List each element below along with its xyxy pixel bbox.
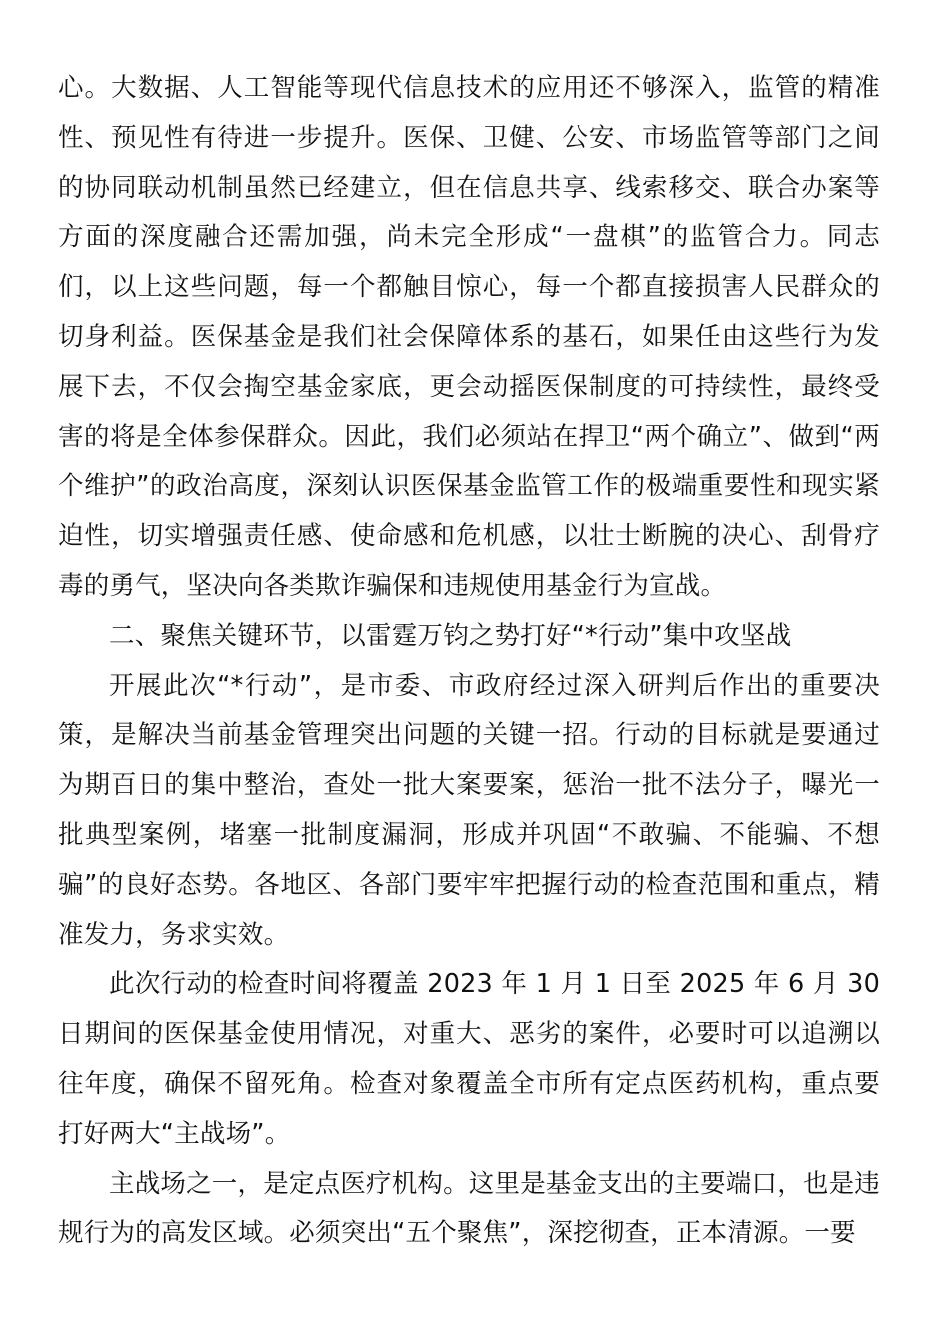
section-heading: 二、聚焦关键环节，以雷霆万钧之势打好“*行动”集中攻坚战 (109, 620, 792, 651)
paragraph-continued: 心。大数据、人工智能等现代信息技术的应用还不够深入，监管的精准性、预见性有待进一步提升。医保、卫健、公安、市场监管等部门之间的协同联动机制虽然已经建立，但在信息共享、线索移交、联合办案等方面的深度融合还需加强，尚未完全形成“一盘棋”的监管合力。同志们，以上这些问题，每一个都触目惊心，每一个都直接损害人民群众的切身利益。医保基金是我们社会保障体系的基石，如果任由这些行为发展下去，不仅会掏空基金家底，更会动摇医保制度的可持续性，最终受害的将是全体参保群众。因此，我们必须站在捍卫“两个确立”、做到“两个维护”的政治高度，深刻认识医保基金监管工作的极端重要性和现实紧迫性，切实增强责任感、使命感和危机感，以壮士断腕的决心、刮骨疗毒的勇气，坚决向各类欺诈骗保和违规使用基金行为宣战。 (58, 73, 880, 601)
paragraph: 此次行动的检查时间将覆盖 2023 年 1 月 1 日至 2025 年 6 月 30 日期间的医保基金使用情况，对重大、恶劣的案件，必要时可以追溯以往年度，确保不留死角。检查对象覆盖全市所有定点医药机构，重点要打好两大“主战场”。 (58, 969, 880, 1149)
paragraph: 主战场之一，是定点医疗机构。这里是基金支出的主要端口，也是违规行为的高发区域。必须突出“五个聚焦”，深挖彻查，正本清源。一要 (58, 1168, 881, 1249)
document-body (58, 64, 880, 1259)
paragraph: 开展此次“*行动”，是市委、市政府经过深入研判后作出的重要决策，是解决当前基金管理突出问题的关键一招。行动的目标就是要通过为期百日的集中整治，查处一批大案要案，惩治一批不法分子，曝光一批典型案例，堵塞一批制度漏洞，形成并巩固“不敢骗、不能骗、不想骗”的良好态势。各地区、各部门要牢牢把握行动的检查范围和重点，精准发力，务求实效。 (58, 670, 880, 950)
